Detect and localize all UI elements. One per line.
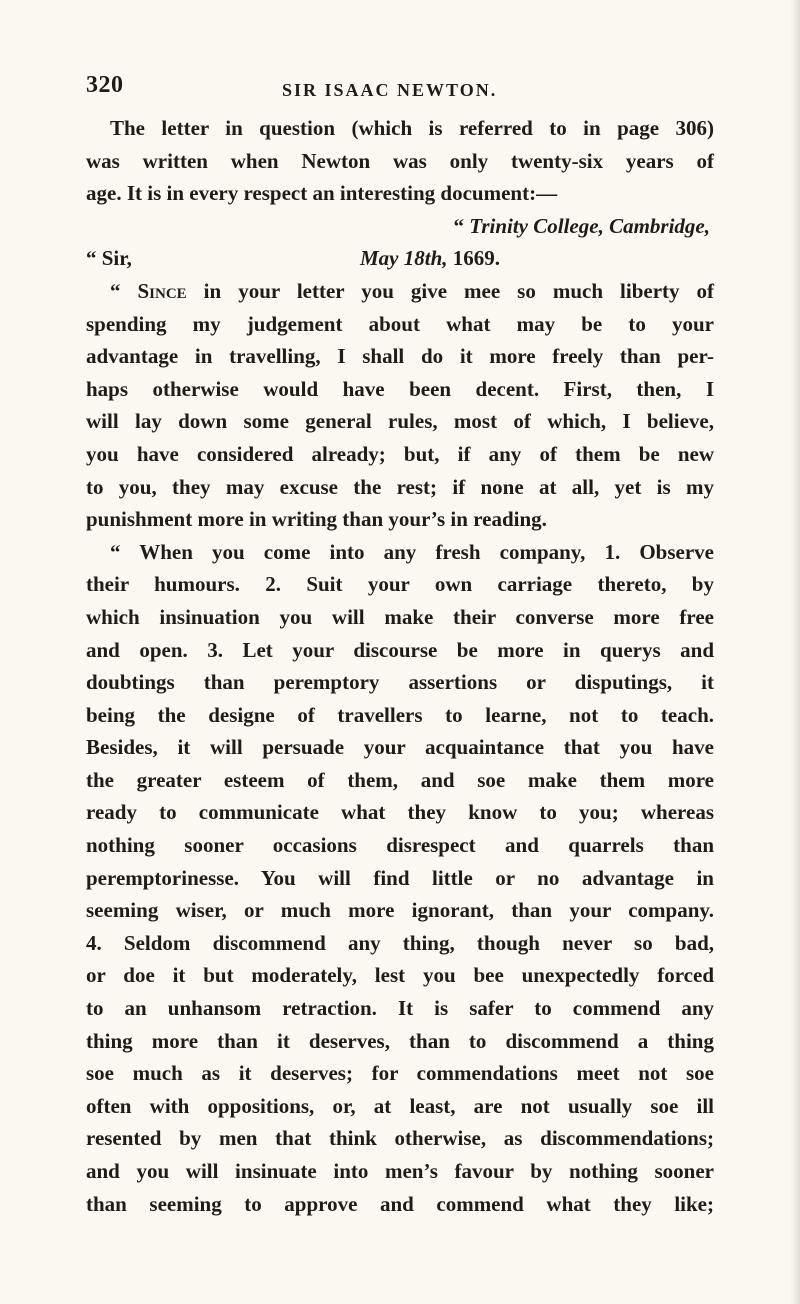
letter-line: you have considered already; but, if any of them be new [86, 441, 714, 466]
letter-line: “ When you come into any fresh company, 1. Observe [110, 539, 714, 564]
letter-line: will lay down some general rules, most of which, I believe, [86, 409, 714, 434]
letter-line: to an unhansom retraction. It is safer to commend any [86, 996, 714, 1021]
letter-line: being the designe of travellers to learne, not to teach. [86, 702, 714, 727]
letter-line: the greater esteem of them, and soe make them more [86, 767, 714, 792]
opening-rest: in your letter you give mee so much liberty of [186, 278, 715, 303]
running-head: SIR ISAAC NEWTON. [282, 80, 498, 100]
salutation: “ Sir, [86, 246, 132, 271]
letter-line: Besides, it will persuade your acquaintance that you have [86, 735, 714, 760]
opening-quote: “ [110, 278, 121, 303]
intro-line: was written when Newton was only twenty-six years of [86, 148, 714, 173]
page-header [86, 72, 706, 104]
date-year: 1669. [452, 246, 501, 271]
letter-line: spending my judgement about what may be to your [86, 311, 714, 336]
address-open-quote: “ [453, 213, 465, 238]
letter-line: often with oppositions, or, at least, are not usually soe ill [86, 1093, 714, 1118]
intro-line: The letter in question (which is referred to in page 306) [110, 116, 714, 140]
letter-line: 4. Seldom discommend any thing, though never so bad, [86, 930, 714, 955]
letter-line: nothing sooner occasions disrespect and quarrels than [86, 833, 714, 858]
letter-line: punishment more in writing than your’s in reading. [86, 507, 547, 532]
letter-line: advantage in travelling, I shall do it more freely than per- [86, 344, 714, 369]
date-month: May [360, 246, 399, 271]
letter-line: resented by men that think otherwise, as discommendations; [86, 1126, 714, 1151]
body-text [86, 112, 714, 1220]
letter-line: ready to communicate what they know to you; whereas [86, 800, 714, 825]
page-number: 320 [86, 72, 124, 98]
letter-address [86, 210, 714, 243]
letter-line: and open. 3. Let your discourse be more in querys and [86, 637, 714, 662]
letter-line: thing more than it deserves, than to discommend a thing [86, 1028, 714, 1053]
letter-line: and you will insinuate into men’s favour by nothing sooner [86, 1159, 714, 1183]
intro-line: age. It is in every respect an interesting document:— [86, 181, 558, 206]
letter-line: to you, they may excuse the rest; if none at all, yet is my [86, 474, 714, 499]
opening-word: Since [137, 278, 187, 303]
letter-line: than seeming to approve and commend what they like; [86, 1191, 714, 1216]
letter-opening-line [86, 275, 714, 308]
letter-line: or doe it but moderately, lest you bee unexpectedly forced [86, 963, 714, 988]
letter-line: soe much as it deserves; for commendations meet not soe [86, 1061, 714, 1086]
salutation-date-line [86, 242, 714, 275]
letter-line: peremptorinesse. You will find little or no advantage in [86, 865, 714, 890]
letter-line: their humours. 2. Suit your own carriage thereto, by [86, 572, 714, 597]
letter-line: which insinuation you will make their converse more free [86, 604, 714, 629]
address-wrapper [86, 210, 714, 243]
letter-date [360, 242, 500, 275]
letter-line: doubtings than peremptory assertions or disputings, it [86, 670, 714, 695]
date-day: 18th, [403, 246, 448, 271]
page-edge-shadow [790, 0, 800, 1304]
letter-line: seeming wiser, or much more ignorant, than your company. [86, 898, 714, 923]
address-place: Trinity College, Cambridge, [469, 213, 710, 238]
letter-line: haps otherwise would have been decent. First, then, I [86, 376, 714, 401]
